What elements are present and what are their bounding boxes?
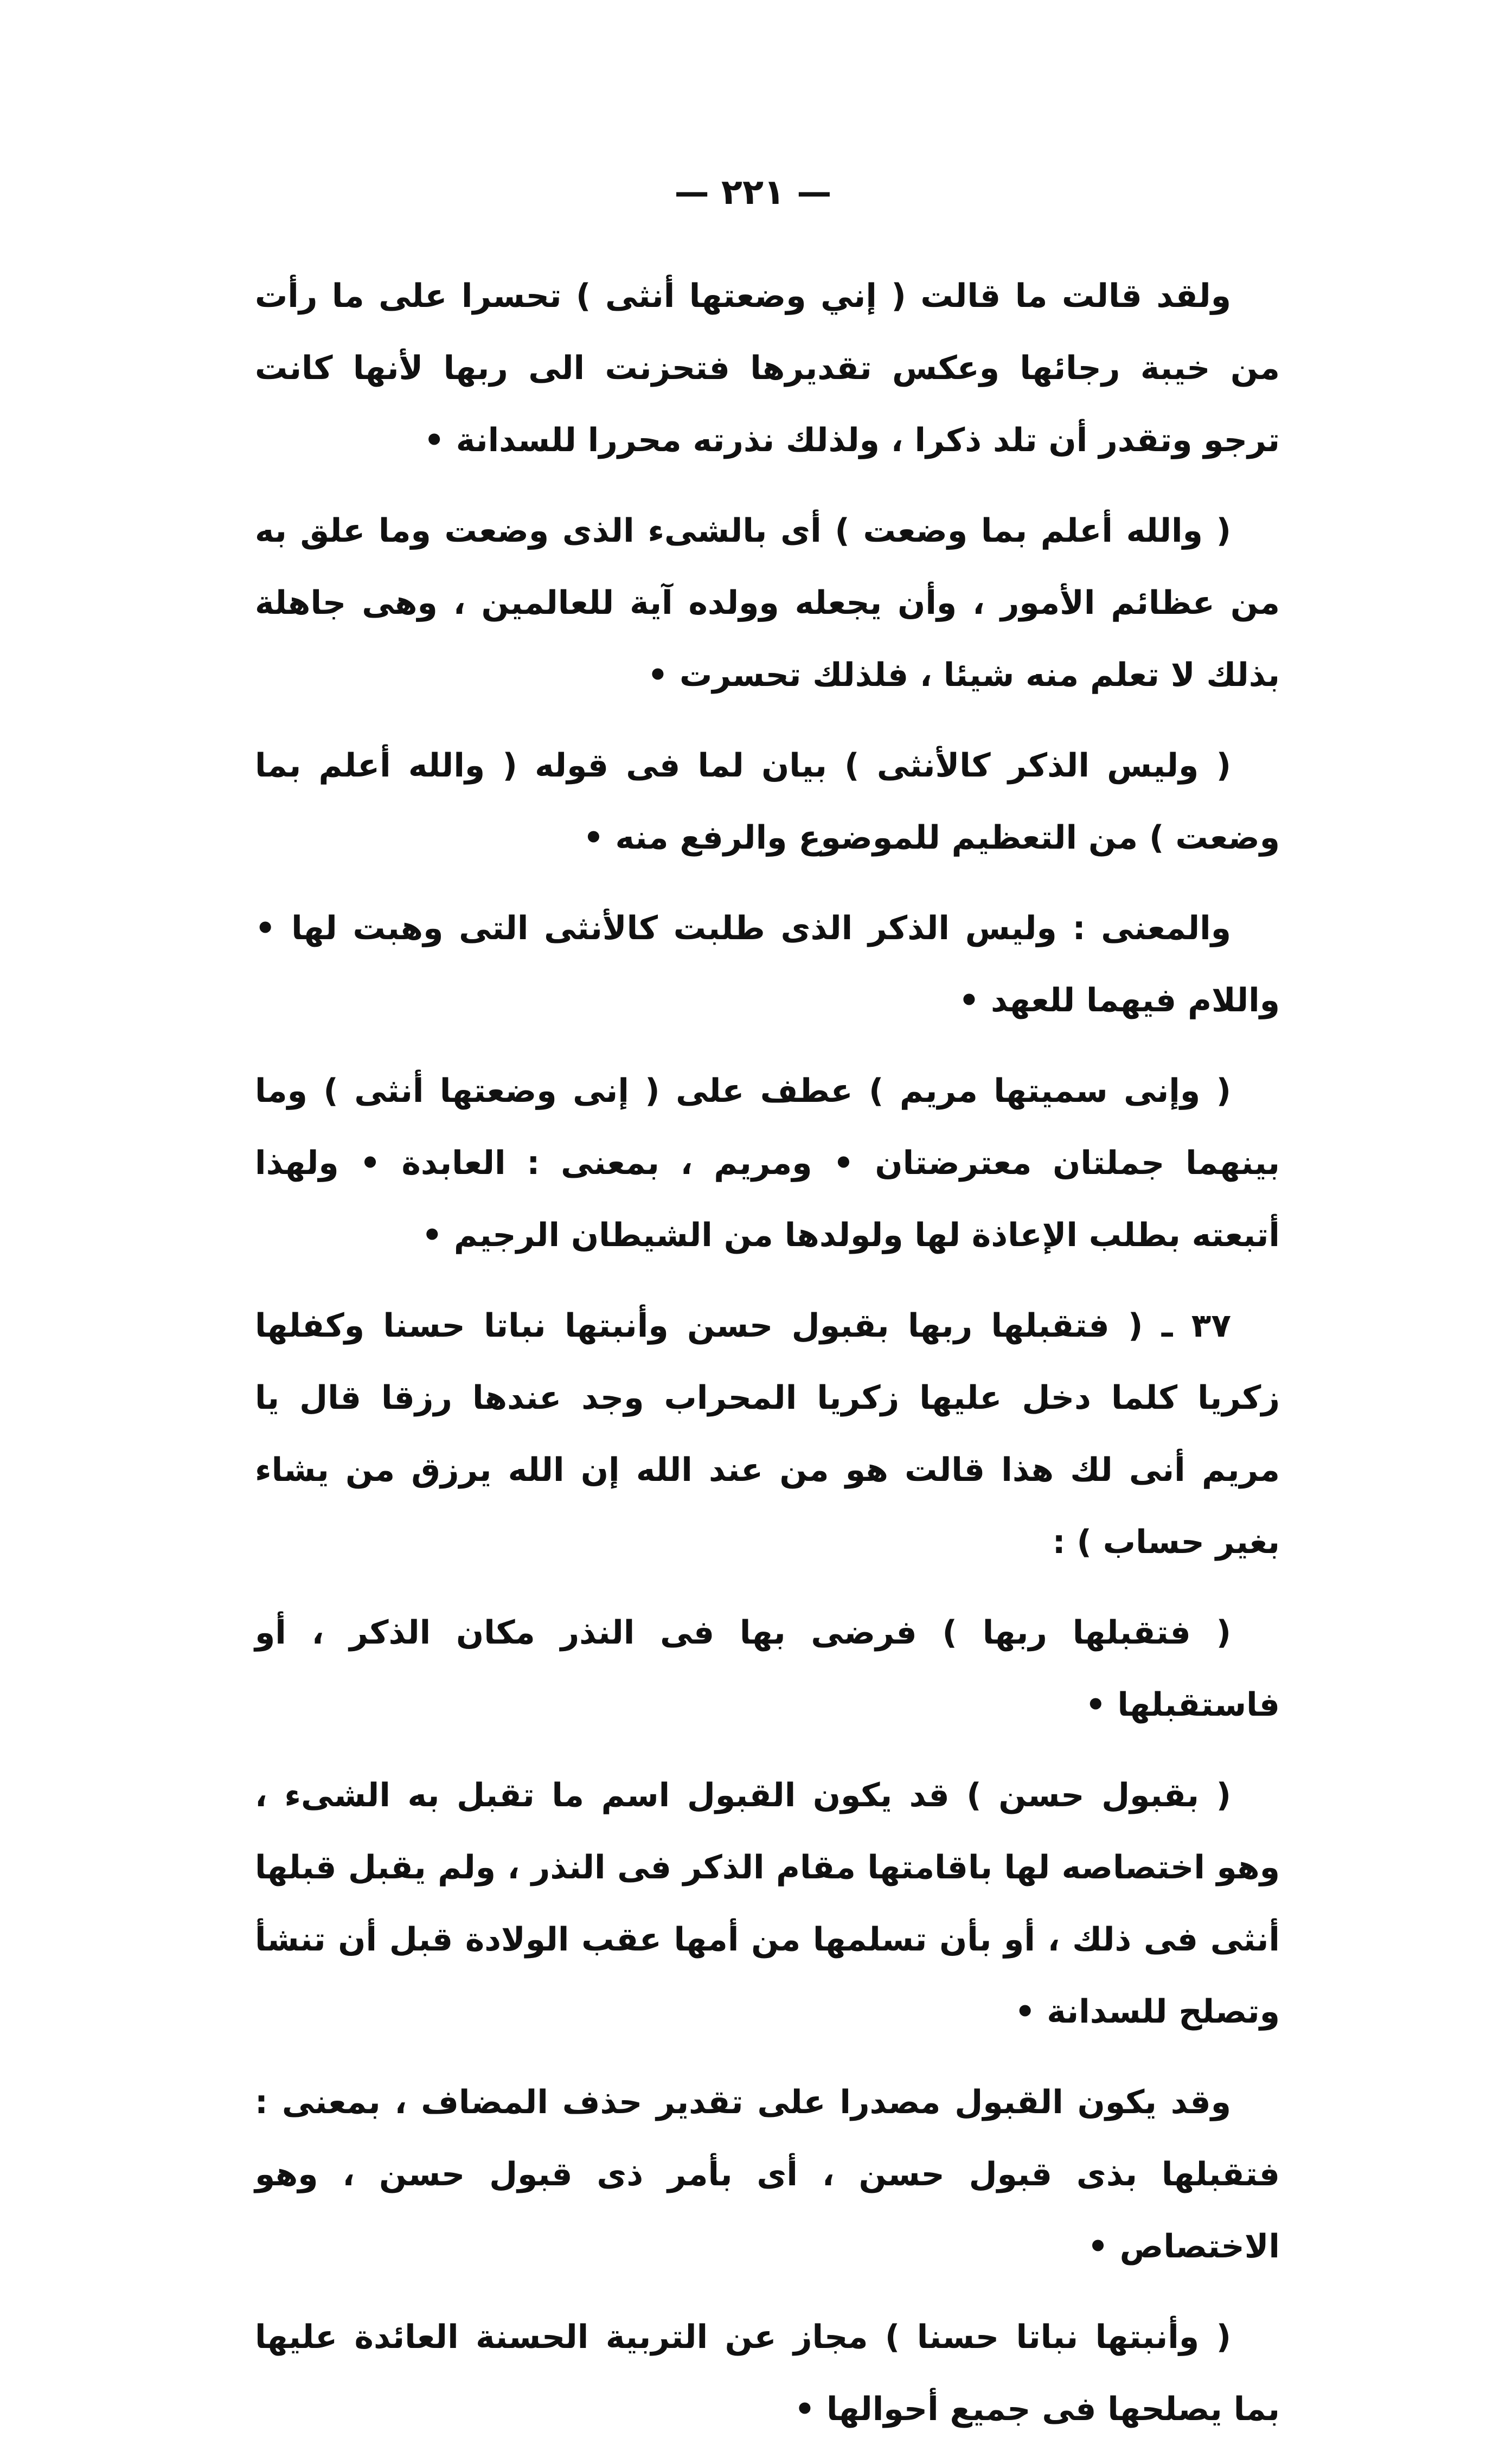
paragraph: ولقد قالت ما قالت ( إني وضعتها أنثى ) تحسرا على ما رأت من خيبة رجائها وعكس تقديرها فتحزنت الى ربها لأنها كانت ترجو وتقدر أن تلد ذكرا ، ولذلك نذرته محررا للسدانة • xyxy=(255,277,1280,459)
paragraph: ( فتقبلها ربها ) فرضى بها فى النذر مكان الذكر ، أو فاستقبلها • xyxy=(255,1614,1280,1724)
paragraph: والمعنى : وليس الذكر الذى طلبت كالأنثى التى وهبت لها • واللام فيهما للعهد • xyxy=(255,909,1280,1019)
body-text xyxy=(255,260,1280,2464)
paragraph: وقد يكون القبول مصدرا على تقدير حذف المضاف ، بمعنى : فتقبلها بذى قبول حسن ، أى بأمر ذى قبول حسن ، وهو الاختصاص • xyxy=(255,2083,1280,2266)
paragraph: ٣٧ ـ ( فتقبلها ربها بقبول حسن وأنبتها نباتا حسنا وكفلها زكريا كلما دخل عليها زكريا المحراب وجد عندها رزقا قال يا مريم أنى لك هذا قالت هو من عند الله إن الله يرزق من يشاء بغير حساب ) : xyxy=(255,1307,1280,1561)
paragraph: ( بقبول حسن ) قد يكون القبول اسم ما تقبل به الشىء ، وهو اختصاصه لها باقامتها مقام الذكر فى النذر ، ولم يقبل قبلها أنثى فى ذلك ، أو بأن تسلمها من أمها عقب الولادة قبل أن تنشأ وتصلح للسدانة • xyxy=(255,1776,1280,2031)
page-number: — ٢٢١ — xyxy=(674,172,832,213)
paragraph: ( وإنى سميتها مريم ) عطف على ( إنى وضعتها أنثى ) وما بينهما جملتان معترضتان • ومريم ، بمعنى : العابدة • ولهذا أتبعته بطلب الإعاذة لها ولولدها من الشيطان الرجيم • xyxy=(255,1072,1280,1254)
paragraph: ( والله أعلم بما وضعت ) أى بالشىء الذى وضعت وما علق به من عظائم الأمور ، وأن يجعله وولده آية للعالمين ، وهى جاهلة بذلك لا تعلم منه شيئا ، فلذلك تحسرت • xyxy=(255,512,1280,694)
paragraph: ( وليس الذكر كالأنثى ) بيان لما فى قوله ( والله أعلم بما وضعت ) من التعظيم للموضوع والرفع منه • xyxy=(255,747,1280,857)
paragraph: ( وأنبتها نباتا حسنا ) مجاز عن التربية الحسنة العائدة عليها بما يصلحها فى جميع أحوالها • xyxy=(255,2318,1280,2428)
